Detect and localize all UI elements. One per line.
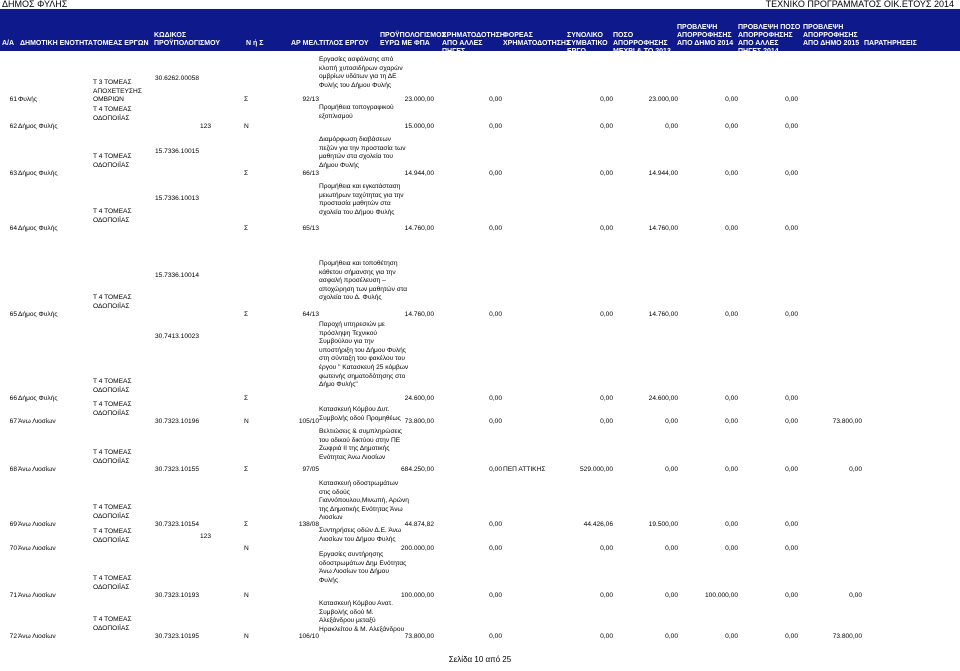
row-budget: 14.760,00 — [404, 311, 434, 318]
row-sector: Τ 4 ΤΟΜΕΑΣ ΟΔΟΠΟΙΪΑΣ — [93, 153, 132, 169]
row-sector: Τ 4 ΤΟΜΕΑΣ ΟΔΟΠΟΙΪΑΣ — [93, 504, 132, 520]
col-contract-total: ΣΥΝΟΛΙΚΟ ΣΥΜΒΑΤΙΚΟ ΕΡΓΟ — [567, 32, 608, 55]
row-absorbed: 24.600,00 — [648, 395, 678, 402]
row-ni: Σ — [244, 521, 249, 528]
row-contract: 0,00 — [600, 225, 613, 232]
row-code: 30.7323.10196 — [155, 418, 200, 425]
page-header — [0, 0, 960, 9]
row-title: Παροχή υπηρεσιών με πρόσληψη Τεχνικού Συμβούλου για την υποστήριξη του Δήμου Φυλής στη σύνταξη του φακέλου του έργου " Κατασκευή 25 κόμβων φωτεινής σηματοδότησης στο Δήμο Φυλής" — [319, 321, 409, 389]
row-absorbed: 14.760,00 — [648, 225, 678, 232]
row-forecast-2014: 0,00 — [725, 395, 738, 402]
row-ni: Σ — [244, 170, 249, 177]
row-code: 30.7323.10154 — [155, 521, 200, 528]
row-contract: 0,00 — [600, 123, 613, 130]
row-number: 62 — [9, 123, 17, 130]
row-budget: 15.000,00 — [404, 123, 434, 130]
row-absorbed: 0,00 — [665, 123, 678, 130]
row-funding-other: 0,00 — [489, 225, 502, 232]
row-contract: 0,00 — [600, 418, 613, 425]
row-ni: Σ — [244, 466, 249, 473]
row-contract: 0,00 — [600, 545, 613, 552]
row-number: 66 — [9, 395, 17, 402]
row-number: 71 — [9, 592, 17, 599]
row-unit: Δήμος Φυλής — [18, 311, 58, 318]
row-budget: 44.874,82 — [404, 521, 434, 528]
row-forecast-other: 0,00 — [785, 521, 798, 528]
row-absorbed: 19.500,00 — [648, 521, 678, 528]
row-code: 123 — [200, 533, 212, 540]
col-ni: Ν ή Σ — [246, 40, 264, 47]
row-absorbed: 0,00 — [665, 633, 678, 640]
row-ni: Ν — [244, 633, 249, 640]
col-sector: ΤΟΜΕΑΣ ΕΡΓΩΝ — [93, 40, 149, 47]
row-absorbed: 0,00 — [665, 545, 678, 552]
row-ni: Σ — [244, 225, 249, 232]
row-budget: 14.760,00 — [404, 225, 434, 232]
row-sector: Τ 4 ΤΟΜΕΑΣ ΟΔΟΠΟΙΪΑΣ — [93, 616, 132, 632]
row-code: 30.7413.10023 — [155, 333, 200, 340]
row-budget: 24.600,00 — [404, 395, 434, 402]
row-forecast-2015: 0,00 — [849, 466, 862, 473]
row-unit: Άνω Λιοσίων — [18, 521, 56, 528]
row-contract: 0,00 — [600, 96, 613, 103]
row-forecast-2014: 0,00 — [725, 123, 738, 130]
row-funding-other: 0,00 — [489, 592, 502, 599]
row-ni: Ν — [244, 123, 249, 130]
row-forecast-2015: 73.800,00 — [832, 418, 862, 425]
row-number: 65 — [9, 311, 17, 318]
row-forecast-other: 0,00 — [785, 96, 798, 103]
row-forecast-2014: 0,00 — [725, 633, 738, 640]
row-forecast-2014: 0,00 — [725, 170, 738, 177]
row-forecast-2014: 0,00 — [725, 521, 738, 528]
row-funding-body: ΠΕΠ ΑΤΤΙΚΗΣ — [503, 466, 546, 473]
row-forecast-other: 0,00 — [785, 592, 798, 599]
col-forecast-2015: ΠΡΟΒΛΕΨΗ ΑΠΟΡΡΟΦΗΣΗΣ ΑΠΟ ΔΗΜΟ 2015 — [803, 24, 860, 47]
row-unit: Φυλής — [18, 96, 38, 103]
row-sector: Τ 3 ΤΟΜΕΑΣ ΑΠΟΧΕΤΕΥΣΗΣ ΟΜΒΡΙΩΝ — [93, 79, 142, 104]
row-forecast-other: 0,00 — [785, 466, 798, 473]
row-unit: Άνω Λιοσίων — [18, 418, 56, 425]
row-title: Βελτιώσεις & συμπληρώσεις του οδικού δικτύου στην ΠΕ Ζωφριά ΙΙ της Δημοτικής Ενότητας Άνω Λιοσίων — [319, 428, 403, 461]
row-absorbed: 0,00 — [665, 466, 678, 473]
row-funding-other: 0,00 — [489, 545, 502, 552]
municipality-name: ΔΗΜΟΣ ΦΥΛΗΣ — [2, 0, 68, 9]
row-ni: Σ — [244, 395, 249, 402]
row-unit: Άνω Λιοσίων — [18, 592, 56, 599]
row-number: 69 — [9, 521, 17, 528]
row-sector: Τ 4 ΤΟΜΕΑΣ ΟΔΟΠΟΙΪΑΣ — [93, 208, 132, 224]
row-forecast-2014: 0,00 — [725, 96, 738, 103]
column-header-bar — [0, 9, 960, 55]
row-contract: 0,00 — [600, 633, 613, 640]
row-absorbed: 14.944,00 — [648, 170, 678, 177]
row-unit: Δήμος Φυλής — [18, 225, 58, 232]
row-ni: Σ — [244, 311, 249, 318]
row-funding-other: 0,00 — [489, 123, 502, 130]
row-title: Προμήθεια τοπογραφικού εξοπλισμού — [319, 104, 394, 120]
row-code: 30.7323.10193 — [155, 592, 200, 599]
row-number: 70 — [9, 545, 17, 552]
row-sector: Τ 4 ΤΟΜΕΑΣ ΟΔΟΠΟΙΪΑΣ — [93, 449, 132, 465]
row-budget: 73.800,00 — [404, 633, 434, 640]
row-contract: 0,00 — [600, 395, 613, 402]
row-meletis: 138/08 — [298, 521, 319, 528]
row-title: Κατασκευή Κόμβου Δυτ. Συμβολής οδού Προμηθέως — [319, 406, 401, 422]
row-contract: 0,00 — [600, 311, 613, 318]
row-forecast-other: 0,00 — [785, 418, 798, 425]
row-contract: 0,00 — [600, 170, 613, 177]
row-title: Κατασκευή οδοστρωμάτων στις οδούς Γιαννόπουλου,Μινωπή, Αρώνη της Δημοτικής Ενότητας Άνω Λιοσίων — [319, 480, 409, 522]
row-code: 30.6262.00058 — [155, 75, 200, 82]
row-ni: Ν — [244, 418, 249, 425]
row-ni: Σ — [244, 96, 249, 103]
row-forecast-other: 0,00 — [785, 123, 798, 130]
document-title: ΤΕΧΝΙΚΟ ΠΡΟΓΡΑΜΜΑΤΟΣ ΟΙΚ.ΕΤΟΥΣ 2014 — [765, 0, 954, 9]
row-forecast-2014: 100.000,00 — [704, 592, 738, 599]
row-sector: Τ 4 ΤΟΜΕΑΣ ΟΔΟΠΟΙΪΑΣ — [93, 528, 132, 544]
row-sector: Τ 4 ΤΟΜΕΑΣ ΟΔΟΠΟΙΪΑΣ — [93, 106, 132, 122]
row-funding-other: 0,00 — [489, 466, 502, 473]
row-title: Εργασίες ασφάλισης από κλοπή χυτοσιδήρων σχαρών ομβρίων υδάτων για τη ΔΕ Φυλής του Δήμου Φυλής — [319, 56, 403, 89]
col-title: ΤΙΤΛΟΣ ΕΡΓΟΥ — [319, 40, 369, 47]
row-absorbed: 14.760,00 — [648, 311, 678, 318]
col-funding-body: ΦΟΡΕΑΣ ΧΡΗΜΑΤΟΔΟΤΗΣΗΣ — [503, 32, 571, 47]
row-code: 30.7323.10195 — [155, 633, 200, 640]
row-funding-other: 0,00 — [489, 311, 502, 318]
row-unit: Δήμος Φυλής — [18, 123, 58, 130]
row-funding-other: 0,00 — [489, 521, 502, 528]
row-budget: 14.944,00 — [404, 170, 434, 177]
col-unit: ΔΗΜΟΤΙΚΗ ΕΝΟΤΗΤΑ — [20, 40, 93, 47]
row-sector: Τ 4 ΤΟΜΕΑΣ ΟΔΟΠΟΙΪΑΣ — [93, 294, 132, 310]
row-contract: 529.000,00 — [579, 466, 613, 473]
row-forecast-other: 0,00 — [785, 311, 798, 318]
row-forecast-2014: 0,00 — [725, 225, 738, 232]
row-unit: Άνω Λιοσίων — [18, 633, 56, 640]
row-number: 67 — [9, 418, 17, 425]
row-absorbed: 23.000,00 — [648, 96, 678, 103]
row-budget: 200.000,00 — [400, 545, 434, 552]
row-forecast-2015: 0,00 — [849, 592, 862, 599]
col-forecast-other: ΠΡΟΒΛΕΨΗ ΠΟΣΟ ΑΠΟΡΡΟΦΗΣΗΣ ΑΠΟ ΑΛΛΕΣ ΠΗΓΕΣ 2014 — [738, 24, 801, 55]
row-funding-other: 0,00 — [489, 395, 502, 402]
row-funding-other: 0,00 — [489, 96, 502, 103]
row-number: 61 — [9, 96, 17, 103]
col-budget: ΠΡΟΫΠΟΛΟΓΙΣΜΟΣ ΕΥΡΩ ΜΕ ΦΠΑ — [380, 32, 446, 47]
col-aa: Α/Α — [2, 40, 15, 47]
row-contract: 0,00 — [600, 592, 613, 599]
col-meletis: ΑΡ ΜΕΛ. — [291, 40, 320, 47]
row-code: 15.7336.10013 — [155, 195, 200, 202]
row-forecast-2014: 0,00 — [725, 466, 738, 473]
row-forecast-other: 0,00 — [785, 633, 798, 640]
row-funding-other: 0,00 — [489, 170, 502, 177]
row-meletis: 106/10 — [298, 633, 319, 640]
row-absorbed: 0,00 — [665, 418, 678, 425]
row-code: 15.7336.10015 — [155, 148, 200, 155]
row-absorbed: 0,00 — [665, 592, 678, 599]
row-budget: 684.250,00 — [400, 466, 434, 473]
row-unit: Άνω Λιοσίων — [18, 466, 56, 473]
row-budget: 100.000,00 — [400, 592, 434, 599]
row-unit: Άνω Λιοσίων — [18, 545, 56, 552]
row-ni: Ν — [244, 545, 249, 552]
row-sector: Τ 4 ΤΟΜΕΑΣ ΟΔΟΠΟΙΪΑΣ — [93, 378, 132, 394]
row-forecast-other: 0,00 — [785, 225, 798, 232]
row-title: Συντηρήσεις οδών Δ.Ε. Άνω Λιοσίων του Δήμου Φυλής — [319, 527, 402, 543]
row-meletis: 65/13 — [302, 225, 319, 232]
row-code: 15.7336.10014 — [155, 272, 200, 279]
row-unit: Δήμος Φυλής — [18, 395, 58, 402]
row-forecast-other: 0,00 — [785, 395, 798, 402]
row-number: 72 — [9, 633, 17, 640]
row-meletis: 64/13 — [302, 311, 319, 318]
row-title: Διαμόρφωση διαβάσεων πεζών για την προστασία των μαθητών στα σχολεία του Δήμου Φυλής — [319, 136, 406, 169]
col-forecast-municipal: ΠΡΟΒΛΕΨΗ ΑΠΟΡΡΟΦΗΣΗΣ ΑΠΟ ΔΗΜΟ 2014 — [677, 24, 734, 47]
row-meletis: 105/10 — [298, 418, 319, 425]
row-forecast-2014: 0,00 — [725, 418, 738, 425]
col-funding-other: ΧΡΗΜΑΤΟΔΟΤΗΣΗ ΑΠΟ ΑΛΛΕΣ ΠΗΓΕΣ — [442, 32, 505, 55]
row-meletis: 97/05 — [302, 466, 319, 473]
row-forecast-other: 0,00 — [785, 545, 798, 552]
row-budget: 23.000,00 — [404, 96, 434, 103]
row-code: 123 — [200, 123, 212, 130]
col-notes: ΠΑΡΑΤΗΡΗΣΕΙΣ — [864, 40, 917, 47]
row-forecast-other: 0,00 — [785, 170, 798, 177]
row-forecast-2015: 73.800,00 — [832, 633, 862, 640]
row-funding-other: 0,00 — [489, 633, 502, 640]
row-unit: Δήμος Φυλής — [18, 170, 58, 177]
row-meletis: 66/13 — [302, 170, 319, 177]
row-contract: 44.426,06 — [583, 521, 613, 528]
row-funding-other: 0,00 — [489, 418, 502, 425]
row-title: Προμήθεια και τοποθέτηση κάθετου σήμανσης για την ασφαλή προσέλευση – αποχώρηση των μαθητών στα σχολεία του Δ. Φυλής — [319, 260, 408, 302]
row-forecast-2014: 0,00 — [725, 545, 738, 552]
col-code: ΚΩΔΙΚΟΣ ΠΡΟΫΠΟΛΟΓΙΣΜΟΥ — [154, 32, 220, 47]
row-ni: Ν — [244, 592, 249, 599]
col-absorbed: ΠΟΣΟ ΑΠΟΡΡΟΦΗΣΗΣ ΜΕΧΡΙ & ΤΟ 2013 — [613, 32, 671, 55]
row-number: 64 — [9, 225, 17, 232]
row-budget: 73.800,00 — [404, 418, 434, 425]
row-title: Εργασίες συντήρησης οδοστρωμάτων Δημ Ενότητας Άνω Λιοσίων του Δήμου Φυλής — [319, 551, 407, 584]
row-title: Κατασκευή Κόμβου Ανατ. Συμβολής οδού Μ. Αλεξάνδρου μεταξύ Ηρακλείτου & Μ. Αλεξάνδρου — [319, 600, 405, 633]
row-meletis: 92/13 — [302, 96, 319, 103]
page-footer: Σελίδα 10 από 25 — [448, 655, 512, 664]
row-title: Προμήθεια και εγκατάσταση μειωτήρων ταχύτητας για την προστασία μαθητών στα σχολεία του Δήμου Φυλής — [319, 183, 404, 216]
row-sector: Τ 4 ΤΟΜΕΑΣ ΟΔΟΠΟΙΪΑΣ — [93, 401, 132, 417]
row-sector: Τ 4 ΤΟΜΕΑΣ ΟΔΟΠΟΙΪΑΣ — [93, 575, 132, 591]
row-code: 30.7323.10155 — [155, 466, 200, 473]
row-number: 63 — [9, 170, 17, 177]
row-number: 68 — [9, 466, 17, 473]
row-forecast-2014: 0,00 — [725, 311, 738, 318]
